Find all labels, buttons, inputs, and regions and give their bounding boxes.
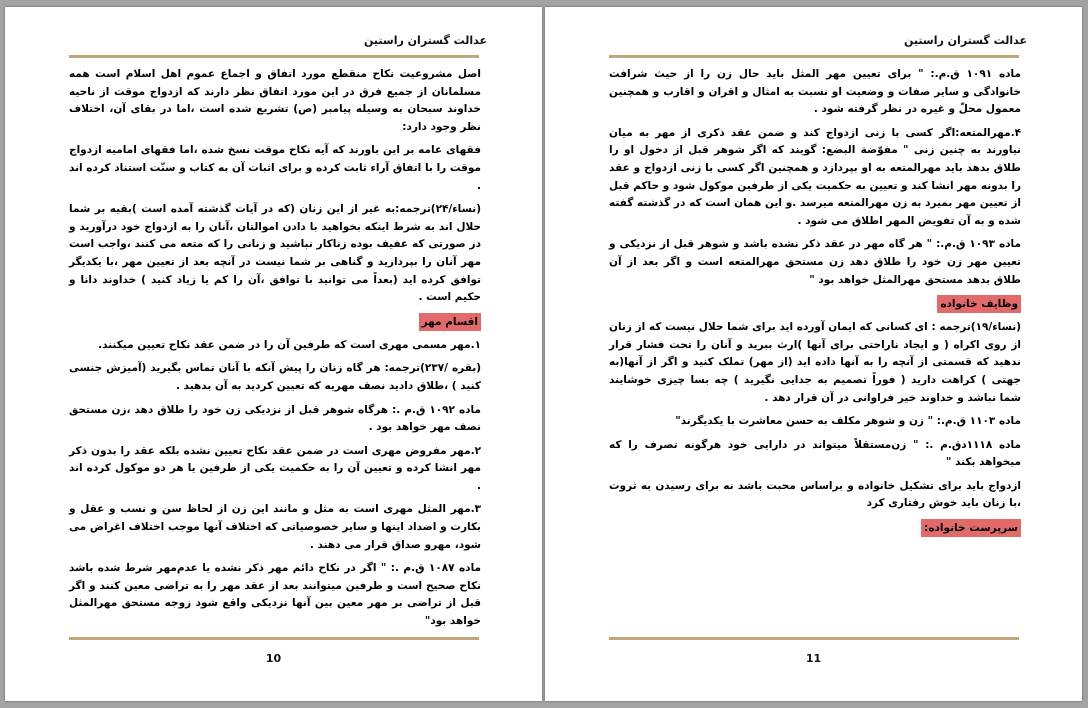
paragraph: ۳.مهر المثل مهری است به مثل و مانند این زن از لحاظ سن و نسب و عقل و بکارت و اضداد اینها و سایر خصوصیاتی که اختلاف آنها موجب اختلاف اغراض می شود، مهرو صداق قرار می دهند . [69,503,481,551]
paragraph: ماده ۱۰۸۷ ق.م .: " اگر در نکاح دائم مهر ذکر نشده یا عدم‌مهر شرط شده باشد نکاح صحیح است و طرفین میتوانند بعد از عقد مهر را به تراضی معین کنند و اگر قبل از تراضی بر مهر معین بین آنها نزدیکی واقع شود زوجه مستحق مهرالمثل خواهد بود" [69,562,482,628]
paragraph: ازدواج باید برای تشکیل خانواده و براساس محبت باشد نه برای رسیدن به ثروت ،با زنان باید خوش رفتاری کرد [609,479,1021,510]
page-header-title: عدالت گستران راستین [904,34,1027,47]
page-number: 10 [265,652,282,665]
paragraph: (نساء/۱۹)ترجمه : ای کسانی که ایمان آورده اید برای شما حلال نیست که از زنان از روی اکراه ( و ایجاد ناراحتی برای آنها )ارث ببرید و آنان را تحت فشار قرار ندهید که قسمتی از آنچه را به آنها داده اید (از مهر) تملک کنید و اگر از آنها(به جهتی ) کراهت دارید ( فوراً تصمیم به جدایی نگیرید ) چه بسا چیزی خوشایند شما نباشد و خداوند خیر فراوانی در آن قرار دهد . [609,321,1021,404]
page-right [545,7,1082,701]
paragraph: ماده ۱۱۱۸دق.م .: " زن‌مستقلاً میتواند در دارایی خود هرگونه تصرف را که میخواهد بکند " [609,438,1021,469]
section-heading: اقسام مهر [419,313,481,331]
header-rule [609,55,1019,58]
footer-rule [69,637,479,640]
paragraph: ماده ۱۰۹۱ ق.م.: " برای تعیین مهر المثل باید حال زن را از حیث شرافت خانوادگی و سایر صفات و وضعیت او نسبت به امثال و اقران و اقارب و همچنین معمول محلّ و غیره در نظر گرفته شود . [609,68,1021,116]
page-content [69,66,481,637]
paragraph: (نساء/۲۴)ترجمه:به غیر از این زنان (که در آیات گذشته آمده است )بقیه بر شما حلال اند به شرط اینکه بخواهید با دادن اموالتان ،آنان را به ازدواج خود درآورید و در صورتی که عفیف بوده زناکار نباشید و زنانی را که متعه می کنند ،واجب است مهر آنان را بپردازید و گناهی بر شما نیست در آنچه بعد از تعیین مهر ،با یکدیگر توافق کرده اید (بعداً می توانید با توافق ،آن را کم یا زیاد کنید ) خداوند دانا و حکیم است . [69,203,481,304]
paragraph: اصل مشروعیت نکاح منقطع مورد اتفاق و اجماع عموم اهل اسلام است همه مسلمانان از جمیع فرق در این مورد اتفاق نظر دارند که ازدواج موقت از ناحیه خداوند سبحان به وسیله پیامبر (ص) تشریع شده است ،اما در بقای آن، اختلاف نظر وجود دارد: [69,68,481,133]
paragraph: ماده ۱۰۹۳ ق.م.: " هر گاه مهر در عقد ذکر نشده باشد و شوهر قبل از نزدیکی و تعیین مهر زن خود را طلاق دهد زن مستحق مهرالمتعه است و اگر بعد از آن طلاق بدهد مستحق مهرالمثل خواهد بود " [609,238,1021,286]
page-number: 11 [805,652,822,665]
paragraph: (بقره /۲۳۷)ترجمه: هر گاه زنان را پیش آنکه با آنان تماس بگیرید (آمیزش جنسی کنید ) ،طلاق دادید نصف مهریه که تعیین کردید به آن بدهید . [69,362,481,392]
paragraph: ۲.مهر مفروض مهری است در ضمن عقد نکاح تعیین نشده بلکه عقد را بدون ذکر مهر انشا کرده و تعیین آن را به حکمیت یکی از طرفین یا هر دو موکول کرده اند . [69,444,481,492]
section-heading: سرپرست خانواده: [921,519,1021,537]
page-left [5,7,542,701]
paragraph: ۴.مهرالمتعه:اگر کسی با زنی ازدواج کند و ضمن عقد ذکری از مهر به میان نیاورند به چنین زنی " مفوّضة البضع: گویند که اگر شوهر قبل از دخول او را طلاق بدهد باید مهرالمتعه به او بپردازد و همچنین اگر کسی با زنی ازدواج و عقد را بدونه مهر انشا کند و تعیین به حکمیت یکی از طرفین موکول شود و حاکم قبل از تعیین مهر بمیرد به زن مهرالمتعه میرسد .و این همان است که در گذشته گفته شده و به آن تفویض المهر اطلاق می شود . [609,126,1021,227]
page-header-title: عدالت گستران راستین [364,34,487,47]
header-rule [69,55,479,58]
paragraph: ماده ۱۱۰۳ ق.م.: " زن و شوهر مکلف به حسن معاشرت با یکدیگرند" [675,415,1021,428]
paragraph: ماده ۱۰۹۲ ق.م .: هرگاه شوهر قبل از نزدیکی زن خود را طلاق دهد ،زن مستحق نصف مهر خواهد بود . [69,403,481,434]
paragraph: فقهای عامه بر این باورند که آیه نکاح موقت نسخ شده ،اما فقهای امامیه ازدواج موقت را با اتفاق آراء ثابت کرده و برای اثبات آن به کتاب و سنّت استناد کرده اند . [69,144,481,192]
section-heading: وظایف خانواده [937,295,1021,313]
paragraph: ۱.مهر مسمی مهری است که طرفین آن را در ضمن عقد نکاح تعیین میکنند. [98,338,481,351]
footer-rule [609,637,1019,640]
page-content [609,66,1021,543]
